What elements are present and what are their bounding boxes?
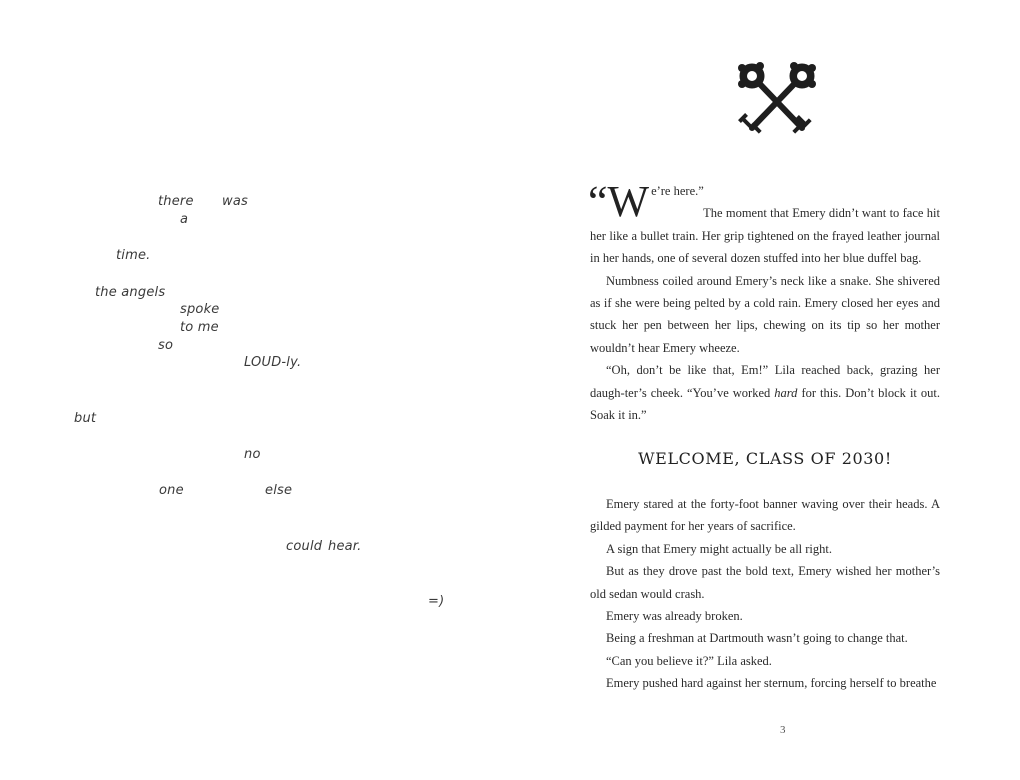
paragraph: Numbness coiled around Emery’s neck like a snake. She shivered as if she were being pelted by a cold rain. Emery closed her eyes and stuck her pen between her lips, chewing on its tip so her mother wouldn’t hear Emery wheeze.: [590, 273, 940, 355]
opening-paragraph: [588, 177, 940, 270]
paragraph: The moment that Emery didn’t want to face hit her like a bullet train. Her grip tightened on the frayed leather journal in her hands, one of several dozen stuffed into her blue duffel bag.: [590, 206, 940, 266]
paragraph: Emery pushed hard against her sternum, forcing herself to breathe: [606, 676, 937, 691]
crossed-keys-icon: [734, 58, 820, 140]
opening-line: e’re here.”: [651, 184, 704, 198]
poem-word: could: [286, 539, 323, 554]
paragraph: Emery was already broken.: [606, 608, 743, 623]
poem-word: to me: [180, 320, 219, 335]
poem-word: but: [74, 411, 97, 426]
paragraph: “Can you believe it?” Lila asked.: [606, 653, 772, 668]
paragraph: But as they drove past the bold text, Emery wished her mother’s old sedan would crash.: [590, 564, 940, 601]
paragraph-text: for this. Don’t block it out. Soak it in.”: [590, 385, 940, 423]
paragraph-text: “Oh, don’t be like that, Em!” Lila reached back, grazing her daugh-ter’s cheek. “You’ve worked: [590, 363, 940, 400]
poem-word: hear.: [328, 539, 362, 554]
poem-word: the angels: [95, 285, 166, 300]
emphasis-word: hard: [774, 385, 798, 400]
poem-word: time.: [116, 248, 151, 263]
poem-word: else: [265, 483, 293, 498]
banner-heading: WELCOME, CLASS OF 2030!: [638, 449, 892, 469]
page-number: 3: [780, 724, 786, 736]
poem-word: there: [158, 194, 194, 209]
poem-word: was: [222, 194, 248, 209]
poem-word: LOUD-ly.: [244, 355, 302, 370]
poem-word: so: [158, 338, 174, 353]
paragraph: A sign that Emery might actually be all right.: [606, 541, 832, 556]
right-page: [510, 0, 1020, 780]
paragraph: Emery stared at the forty-foot banner waving over their heads. A gilded payment for her years of sacrifice.: [590, 496, 940, 534]
poem-word: no: [244, 447, 261, 462]
poem-word: spoke: [180, 302, 220, 317]
poem-word: =): [428, 594, 445, 609]
poem-word: one: [159, 483, 184, 498]
drop-cap: “W: [588, 177, 650, 226]
paragraph: [590, 359, 940, 426]
chapter-text: [588, 177, 940, 695]
poem-word: a: [180, 212, 189, 227]
paragraph: Being a freshman at Dartmouth wasn’t going to change that.: [606, 631, 908, 646]
